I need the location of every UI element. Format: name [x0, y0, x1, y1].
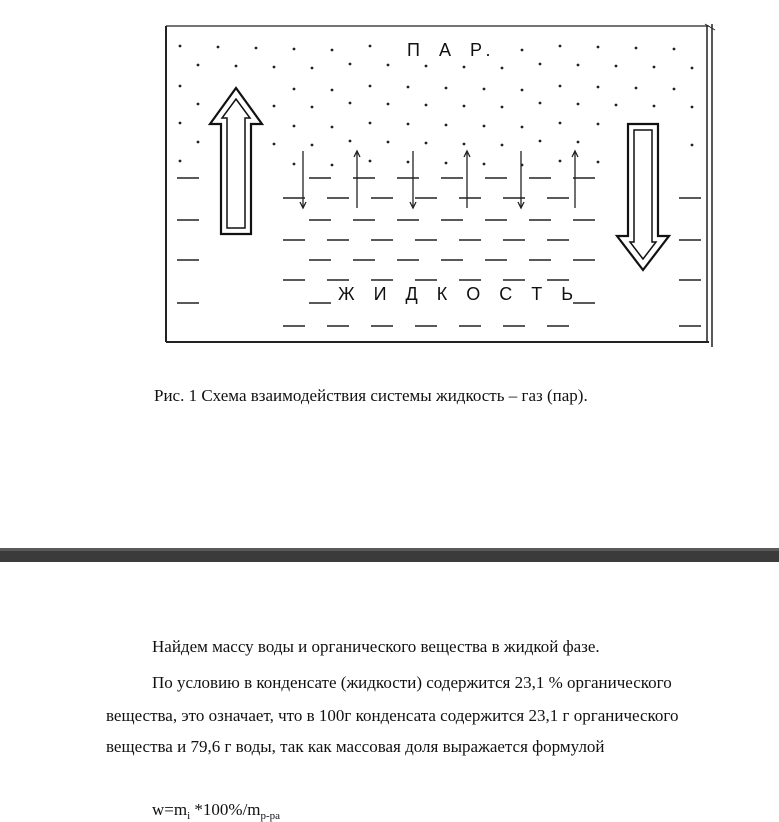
- vapor-dot: [425, 104, 428, 107]
- vapor-molecules: [179, 45, 694, 167]
- condensation-arrow: [617, 124, 669, 270]
- vapor-dot: [197, 64, 200, 67]
- evaporation-arrow: [210, 88, 262, 234]
- figure-caption: Рис. 1 Схема взаимодействия системы жидкость – газ (пар).: [154, 386, 588, 405]
- paragraph-line-1: Найдем массу воды и органического вещества в жидкой фазе.: [152, 637, 600, 656]
- vapor-dot: [235, 65, 238, 68]
- vapor-dot: [577, 64, 580, 67]
- vapor-dot: [349, 63, 352, 66]
- vapor-dot: [597, 46, 600, 49]
- vapor-dot: [273, 105, 276, 108]
- page-separator: [0, 548, 779, 562]
- vapor-dot: [331, 164, 334, 167]
- vapor-dot: [407, 161, 410, 164]
- vapor-dot: [483, 125, 486, 128]
- down-arrow-icon: [518, 151, 524, 208]
- vapor-dot: [179, 45, 182, 48]
- vapor-dot: [445, 87, 448, 90]
- molecule-exchange-arrows: [300, 151, 578, 208]
- vapor-dot: [501, 67, 504, 70]
- vapor-liquid-diagram: [155, 8, 745, 380]
- vapor-dot: [331, 89, 334, 92]
- paragraph-line-2: По условию в конденсате (жидкости) содержится 23,1 % органического: [152, 673, 672, 692]
- vapor-dot: [653, 105, 656, 108]
- vapor-dot: [615, 65, 618, 68]
- vapor-dot: [673, 88, 676, 91]
- vapor-dot: [293, 125, 296, 128]
- vapor-dot: [331, 49, 334, 52]
- vapor-dot: [369, 122, 372, 125]
- vapor-dot: [559, 85, 562, 88]
- vapor-dot: [539, 140, 542, 143]
- up-arrow-icon: [464, 151, 470, 208]
- vapor-dot: [501, 106, 504, 109]
- vapor-dot: [273, 143, 276, 146]
- vapor-dot: [463, 105, 466, 108]
- vapor-dot: [635, 47, 638, 50]
- vapor-dot: [349, 102, 352, 105]
- vapor-dot: [407, 86, 410, 89]
- formula-subscript-solution: р-ра: [260, 810, 281, 822]
- vapor-dot: [369, 85, 372, 88]
- vapor-dot: [691, 67, 694, 70]
- vapor-dot: [539, 102, 542, 105]
- vapor-dot: [597, 86, 600, 89]
- vapor-dot: [311, 106, 314, 109]
- vapor-dot: [311, 144, 314, 147]
- vapor-dot: [369, 160, 372, 163]
- up-arrow-icon: [354, 151, 360, 208]
- vapor-dot: [577, 141, 580, 144]
- vapor-dot: [255, 47, 258, 50]
- vapor-dot: [615, 104, 618, 107]
- vapor-dot: [501, 144, 504, 147]
- vapor-dot: [463, 66, 466, 69]
- formula-lhs: w=m: [152, 800, 188, 819]
- vapor-dot: [273, 66, 276, 69]
- formula-subscript-i: i: [187, 810, 191, 822]
- vapor-dot: [179, 85, 182, 88]
- vapor-dot: [691, 106, 694, 109]
- vapor-dot: [179, 122, 182, 125]
- vapor-dot: [445, 124, 448, 127]
- vapor-dot: [691, 144, 694, 147]
- vapor-dot: [483, 163, 486, 166]
- formula-middle: *100%/m: [190, 800, 261, 819]
- vapor-dot: [521, 89, 524, 92]
- vapor-dot: [577, 103, 580, 106]
- vapor-dot: [445, 162, 448, 165]
- down-arrow-icon: [410, 151, 416, 208]
- vapor-dot: [597, 123, 600, 126]
- paragraph-line-3: вещества, это означает, что в 100г конденсата содержится 23,1 г органического: [106, 706, 679, 725]
- vapor-label: П А Р.: [407, 40, 498, 60]
- vapor-dot: [425, 65, 428, 68]
- vapor-dot: [539, 63, 542, 66]
- vapor-dot: [311, 67, 314, 70]
- vapor-dot: [369, 45, 372, 48]
- vapor-dot: [331, 126, 334, 129]
- up-arrow-icon: [572, 151, 578, 208]
- vapor-dot: [463, 143, 466, 146]
- vapor-dot: [179, 160, 182, 163]
- liquid-label: Ж И Д К О С Т Ь: [338, 284, 581, 304]
- vapor-dot: [521, 126, 524, 129]
- vapor-dot: [197, 103, 200, 106]
- vapor-dot: [483, 88, 486, 91]
- vapor-dot: [521, 49, 524, 52]
- vapor-dot: [293, 48, 296, 51]
- vapor-dot: [197, 141, 200, 144]
- vapor-dot: [387, 141, 390, 144]
- vapor-dot: [635, 87, 638, 90]
- down-arrow-icon: [300, 151, 306, 208]
- vapor-dot: [425, 142, 428, 145]
- vapor-dot: [217, 46, 220, 49]
- mass-fraction-formula: [152, 800, 280, 822]
- vapor-dot: [559, 45, 562, 48]
- vapor-dot: [673, 48, 676, 51]
- vapor-dot: [293, 88, 296, 91]
- vapor-dot: [597, 161, 600, 164]
- vapor-dot: [559, 122, 562, 125]
- vapor-dot: [293, 163, 296, 166]
- vapor-dot: [559, 160, 562, 163]
- vapor-dot: [653, 66, 656, 69]
- vapor-dot: [387, 103, 390, 106]
- vapor-dot: [387, 64, 390, 67]
- vapor-dot: [407, 123, 410, 126]
- paragraph-line-4: вещества и 79,6 г воды, так как массовая доля выражается формулой: [106, 737, 605, 756]
- vapor-dot: [349, 140, 352, 143]
